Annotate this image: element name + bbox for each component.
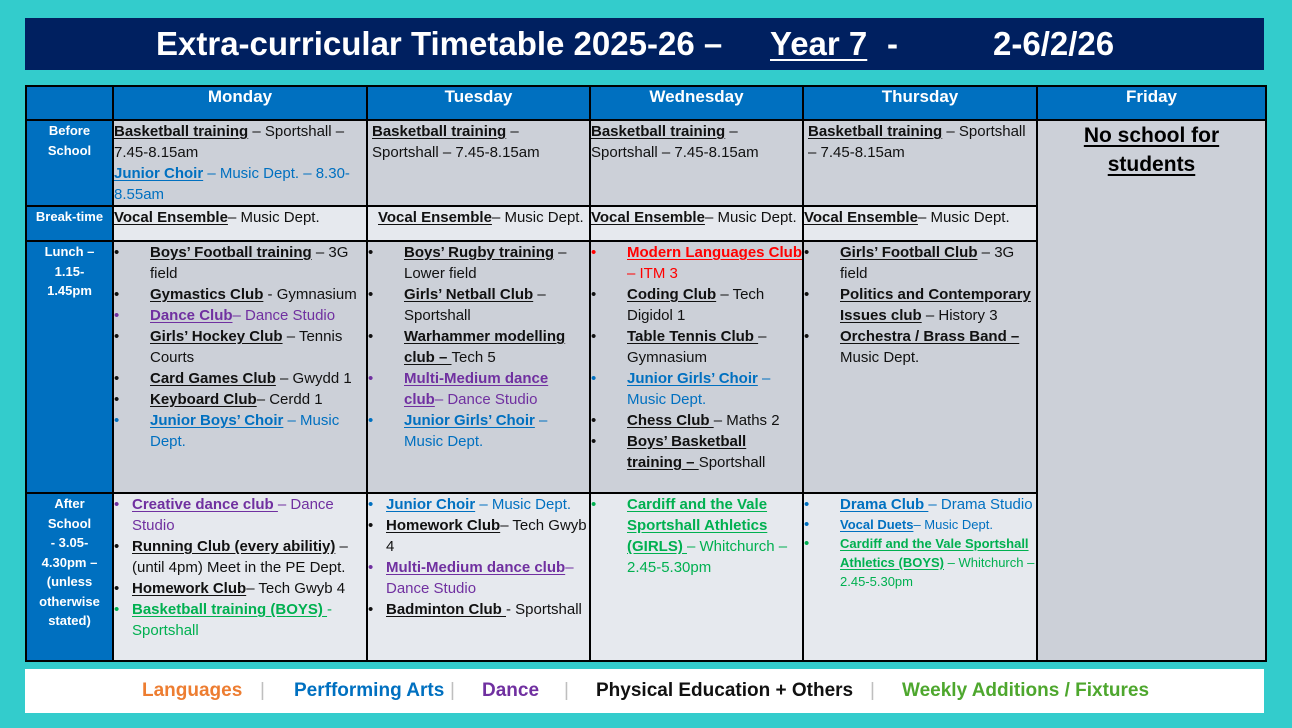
cell-after-school-thursday bbox=[803, 493, 1037, 661]
cell-after-school-wednesday bbox=[590, 493, 803, 661]
activity: • Homework Club– Tech Gwyb 4 bbox=[114, 578, 366, 599]
activity: • Dance Club– Dance Studio bbox=[114, 305, 366, 326]
cell-before-school-wednesday bbox=[590, 120, 803, 206]
activity: • Basketball training (BOYS) - Sportshall bbox=[114, 599, 366, 641]
legend bbox=[25, 669, 1264, 713]
activity: • Drama Club – Drama Studio bbox=[804, 494, 1036, 515]
activity: • Running Club (every abilitiy) – (until 4pm) Meet in the PE Dept. bbox=[114, 536, 366, 578]
day-header-monday: Monday bbox=[113, 86, 367, 120]
cell-after-school-monday bbox=[113, 493, 367, 661]
timetable bbox=[25, 85, 1267, 662]
cell-lunch-thursday bbox=[803, 241, 1037, 493]
friday-note-line1: No school for bbox=[1083, 124, 1220, 147]
title-dash: - bbox=[887, 25, 898, 62]
activity: Basketball training – Sportshall – 7.45-8.15am bbox=[591, 123, 759, 161]
activity: • Keyboard Club– Cerdd 1 bbox=[114, 389, 366, 410]
cell-lunch-monday bbox=[113, 241, 367, 493]
friday-note-line2: students bbox=[1107, 153, 1196, 176]
legend-separator: | bbox=[564, 680, 569, 701]
cell-break-monday: Vocal Ensemble– Music Dept. bbox=[113, 206, 367, 241]
cell-break-thursday: Vocal Ensemble– Music Dept. bbox=[803, 206, 1037, 241]
activity: • Warhammer modelling club – Tech 5 bbox=[368, 326, 589, 368]
activity: • Junior Girls’ Choir – Music Dept. bbox=[368, 410, 589, 452]
cell-lunch-tuesday bbox=[367, 241, 590, 493]
header-row bbox=[26, 86, 1266, 120]
cell-friday bbox=[1037, 120, 1266, 661]
day-header-friday: Friday bbox=[1037, 86, 1266, 120]
legend-languages: Languages bbox=[142, 680, 243, 701]
activity: Junior Choir – Music Dept. – 8.30-8.55am bbox=[114, 165, 350, 203]
activity: • Chess Club – Maths 2 bbox=[591, 410, 802, 431]
page-title: Extra-curricular Timetable 2025-26 – bbox=[156, 25, 723, 62]
row-before-school bbox=[26, 120, 1266, 206]
day-header-wednesday: Wednesday bbox=[590, 86, 803, 120]
cell-before-school-thursday bbox=[803, 120, 1037, 206]
activity: • Boys’ Football training – 3G field bbox=[114, 242, 366, 284]
activity: • Girls’ Hockey Club – Tennis Courts bbox=[114, 326, 366, 368]
activity: • Card Games Club – Gwydd 1 bbox=[114, 368, 366, 389]
legend-separator: | bbox=[260, 680, 265, 701]
cell-before-school-monday bbox=[113, 120, 367, 206]
legend-separator: | bbox=[450, 680, 455, 701]
legend-separator: | bbox=[870, 680, 875, 701]
activity: • Boys’ Basketball training – Sportshall bbox=[591, 431, 802, 473]
activity: • Table Tennis Club – Gymnasium bbox=[591, 326, 802, 368]
day-header-tuesday: Tuesday bbox=[367, 86, 590, 120]
activity: • Modern Languages Club – ITM 3 bbox=[591, 242, 802, 284]
legend-performing-arts: Perfforming Arts bbox=[294, 680, 445, 701]
activity: Basketball training – Sportshall – 7.45-8.15am bbox=[372, 123, 540, 161]
activity: • Multi-Medium dance club– Dance Studio bbox=[368, 557, 589, 599]
activity: • Boys’ Rugby training – Lower field bbox=[368, 242, 589, 284]
activity: • Badminton Club - Sportshall bbox=[368, 599, 589, 620]
legend-dance: Dance bbox=[482, 680, 540, 701]
activity: • Coding Club – Tech Digidol 1 bbox=[591, 284, 802, 326]
cell-break-tuesday: Vocal Ensemble– Music Dept. bbox=[367, 206, 590, 241]
cell-lunch-wednesday bbox=[590, 241, 803, 493]
activity: • Politics and Contemporary Issues club – History 3 bbox=[804, 284, 1036, 326]
activity: • Homework Club– Tech Gwyb 4 bbox=[368, 515, 589, 557]
title-bar bbox=[25, 18, 1264, 70]
cell-before-school-tuesday bbox=[367, 120, 590, 206]
activity: • Orchestra / Brass Band – Music Dept. bbox=[804, 326, 1036, 368]
row-label-lunch: Lunch – 1.15- 1.45pm bbox=[26, 241, 113, 493]
day-header-thursday: Thursday bbox=[803, 86, 1037, 120]
activity: Basketball training – Sportshall – 7.45-8.15am bbox=[808, 123, 1026, 161]
activity: Basketball training – Sportshall – 7.45-8.15am bbox=[114, 123, 345, 161]
year-group: Year 7 bbox=[770, 25, 868, 62]
row-label-break-time: Break-time bbox=[26, 206, 113, 241]
legend-pe-others: Physical Education + Others bbox=[596, 680, 854, 701]
date-range: 2-6/2/26 bbox=[993, 25, 1115, 62]
cell-after-school-tuesday bbox=[367, 493, 590, 661]
cell-break-wednesday: Vocal Ensemble– Music Dept. bbox=[590, 206, 803, 241]
activity: • Cardiff and the Vale Sportshall Athletics (BOYS) – Whitchurch – 2.45-5.30pm bbox=[804, 534, 1036, 591]
activity: • Junior Girls’ Choir – Music Dept. bbox=[591, 368, 802, 410]
row-label-after-school: After School - 3.05- 4.30pm – (unless otherwise stated) bbox=[26, 493, 113, 661]
activity: • Girls’ Football Club – 3G field bbox=[804, 242, 1036, 284]
activity: • Junior Choir – Music Dept. bbox=[368, 494, 589, 515]
activity: • Gymastics Club - Gymnasium bbox=[114, 284, 366, 305]
activity: • Creative dance club – Dance Studio bbox=[114, 494, 366, 536]
legend-weekly-additions: Weekly Additions / Fixtures bbox=[902, 680, 1150, 701]
activity: • Vocal Duets– Music Dept. bbox=[804, 515, 1036, 534]
activity: • Cardiff and the Vale Sportshall Athletics (GIRLS) – Whitchurch – 2.45-5.30pm bbox=[591, 494, 802, 578]
activity: • Junior Boys’ Choir – Music Dept. bbox=[114, 410, 366, 452]
activity: • Multi-Medium dance club– Dance Studio bbox=[368, 368, 589, 410]
row-label-before-school: Before School bbox=[26, 120, 113, 206]
activity: • Girls’ Netball Club – Sportshall bbox=[368, 284, 589, 326]
corner-cell bbox=[26, 86, 113, 120]
